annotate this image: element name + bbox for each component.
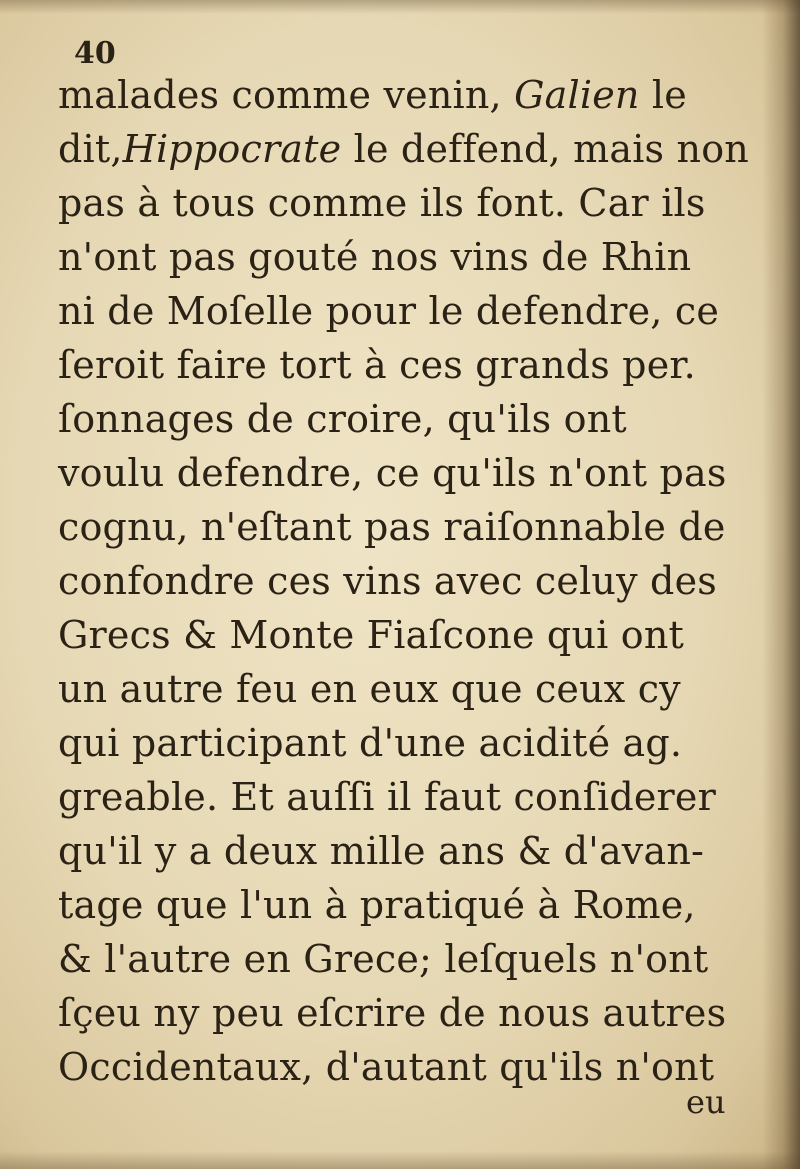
text-line: malades comme venin, Galien le — [58, 73, 687, 117]
text-line: tage que l'un à pratiqué à Rome, — [58, 883, 696, 927]
page-gutter-shadow — [762, 0, 800, 1169]
text-line: & l'autre en Grece; leſquels n'ont — [58, 937, 709, 981]
text-line: confondre ces vins avec celuy des — [58, 559, 717, 603]
catchword: eu — [686, 1083, 726, 1121]
text-line: ſeroit faire tort à ces grands per. — [58, 343, 696, 387]
text-line: qu'il y a deux mille ans & d'avan- — [58, 829, 705, 873]
text-line: ſçeu ny peu eſcrire de nous autres — [58, 991, 727, 1035]
text-line: pas à tous comme ils font. Car ils — [58, 181, 706, 225]
italic-name: Galien — [514, 73, 640, 117]
italic-name: Hippocrate — [122, 127, 342, 171]
text-line: dit,Hippocrate le deffend, mais non — [58, 127, 749, 171]
text-line: qui participant d'une acidité ag. — [58, 721, 683, 765]
text-line: cognu, n'eſtant pas raiſonnable de — [58, 505, 726, 549]
text-line: ni de Moſelle pour le defendre, ce — [58, 289, 720, 333]
text-line: Grecs & Monte Fiaſcone qui ont — [58, 613, 684, 657]
page-bottom-shadow — [0, 1151, 800, 1169]
text-line: un autre feu en eux que ceux cy — [58, 667, 681, 711]
text-line: Occidentaux, d'autant qu'ils n'ont — [58, 1045, 715, 1089]
page-number: 40 — [74, 36, 116, 71]
text-line: voulu defendre, ce qu'ils n'ont pas — [58, 451, 727, 495]
body-text — [58, 68, 758, 1094]
text-line: ſonnages de croire, qu'ils ont — [58, 397, 627, 441]
page-top-shadow — [0, 0, 800, 14]
text-line: n'ont pas gouté nos vins de Rhin — [58, 235, 692, 279]
text-line: greable. Et auſſi il faut conſiderer — [58, 775, 716, 819]
